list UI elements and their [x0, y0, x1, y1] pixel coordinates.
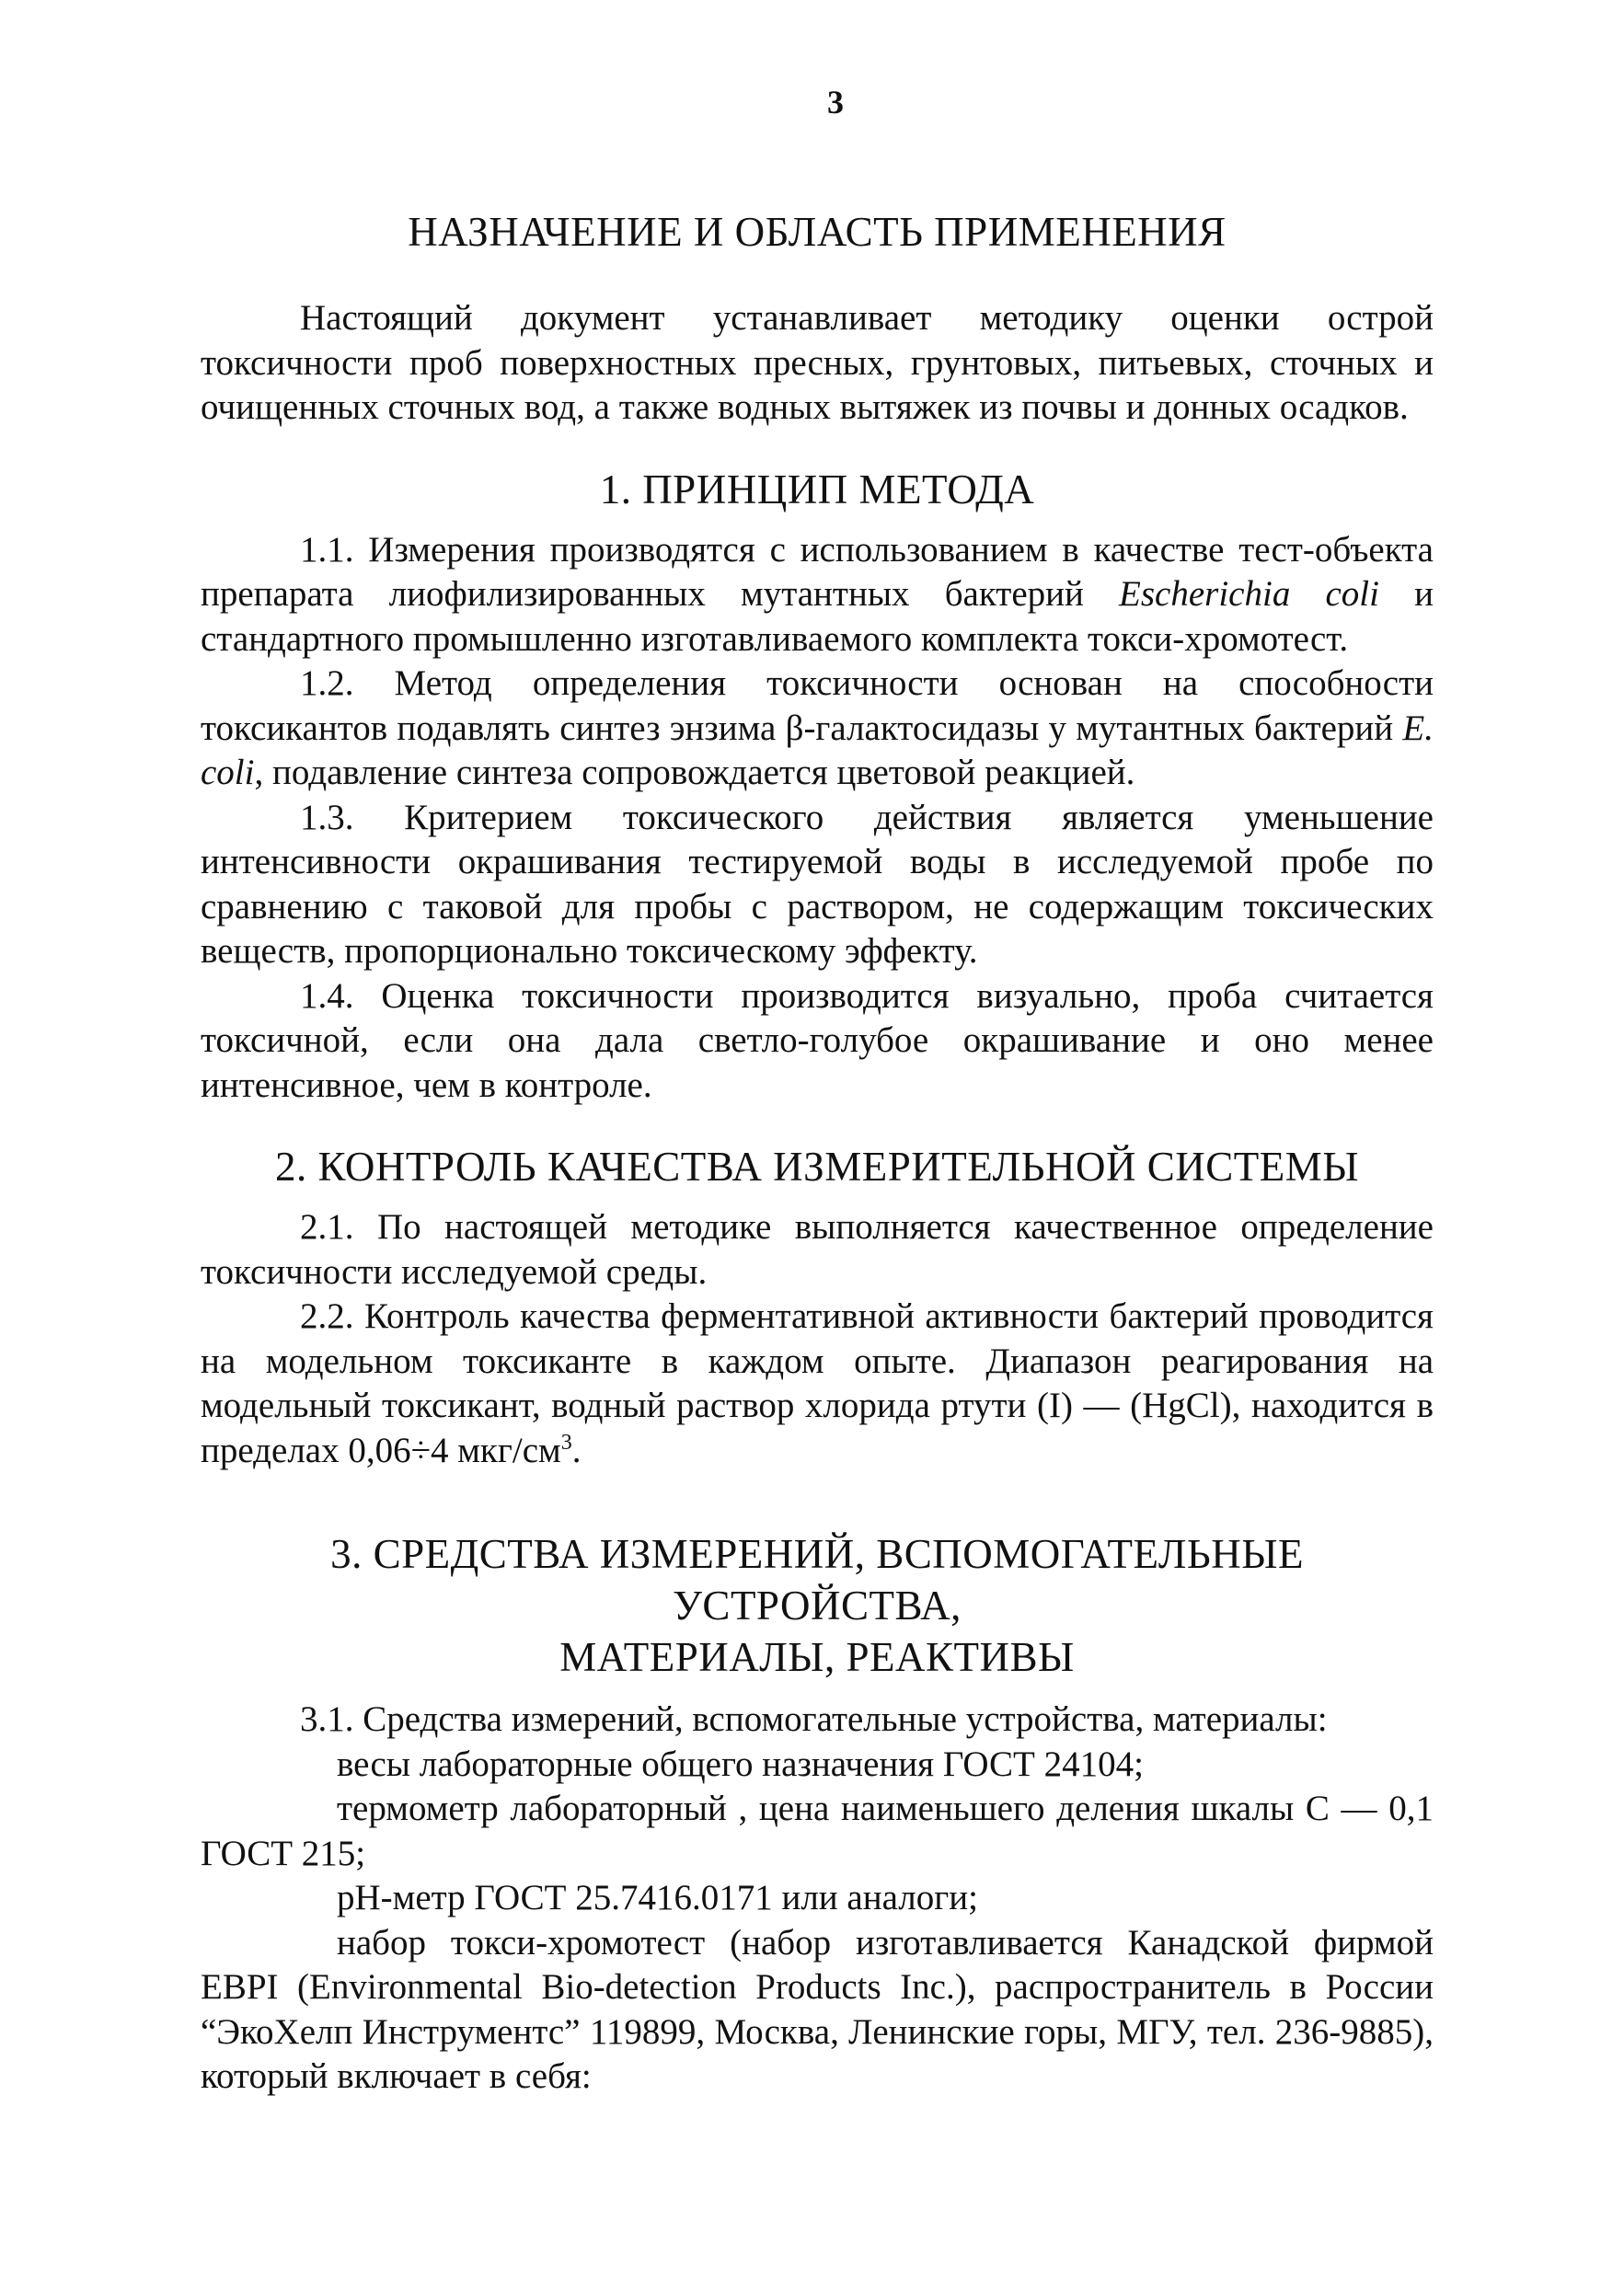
intro-paragraph: Настоящий документ устанавливает методику оценки острой токсичности проб поверхностных пресных, грунтовых, питьевых, сточных и очищенных сточных вод, а также водных вытяжек из почвы и донных осадков. — [201, 298, 1434, 427]
paragraph-1-1 — [201, 528, 1434, 662]
page-number: 3 — [827, 84, 844, 121]
paragraph-2-2 — [201, 1295, 1434, 1473]
paragraph-1-2 — [201, 662, 1434, 796]
list-item-scales: весы лабораторные общего назначения ГОСТ 24104; — [337, 1744, 1144, 1784]
list-item-thermometer: термометр лабораторный , цена наименьшего деления шкалы С — 0,1 ГОСТ 215; — [201, 1789, 1434, 1873]
cubic-superscript: 3 — [560, 1430, 572, 1455]
section-1-heading: 1. ПРИНЦИП МЕТОДА — [599, 466, 1035, 512]
paragraph-1-3: 1.3. Критерием токсического действия является уменьшение интенсивности окрашивания тестируемой воды в исследуемой пробе по сравнению с таковой для пробы с раствором, не содержащим токсических веществ, пропорционально токсическому эффекту. — [201, 797, 1434, 971]
paragraph-1-1-species: Escherichia coli — [1119, 574, 1379, 614]
paragraph-1-2-text-b: , подавление синтеза сопровождается цветовой реакцией. — [254, 753, 1135, 792]
paragraph-1-1-text-a: 1.1. Измерения производятся с использованием в качестве тест-объекта препарата лиофилизированных мутантных бактерий — [201, 529, 1434, 614]
paragraph-1-2-text-a: 1.2. Метод определения токсичности основан на способности токсикантов подавлять синтез энзима β-галактосидазы у мутантных бактерий — [201, 663, 1434, 748]
section-3-heading — [201, 1528, 1434, 1683]
paragraph-2-2-text-b: . — [571, 1430, 582, 1470]
paragraph-2-1: 2.1. По настоящей методике выполняется качественное определение токсичности исследуемой среды. — [201, 1207, 1434, 1292]
paragraph-1-4: 1.4. Оценка токсичности производится визуально, проба считается токсичной, если она дала светло-голубое окрашивание и оно менее интенсивное, чем в контроле. — [201, 975, 1434, 1105]
paragraph-1-1-text-b: и стандартного промышленно изготавливаемого комплекта токси-хромотест. — [201, 574, 1434, 659]
list-item-ph-meter: pH-метр ГОСТ 25.7416.0171 или аналоги; — [337, 1878, 978, 1917]
section-2-heading: 2. КОНТРОЛЬ КАЧЕСТВА ИЗМЕРИТЕЛЬНОЙ СИСТЕМЫ — [275, 1144, 1359, 1190]
paragraph-3-1: 3.1. Средства измерений, вспомогательные устройства, материалы: — [300, 1699, 1328, 1739]
paragraph-1-2-species: E. coli — [201, 708, 1434, 792]
intro-heading: НАЗНАЧЕНИЕ И ОБЛАСТЬ ПРИМЕНЕНИЯ — [408, 209, 1227, 255]
list-item-toxi-chromotest-kit: набор токси-хромотест (набор изготавливается Канадской фирмой EBPI (Environmental Bio-detection Products Inc.), распространитель в России “ЭкоХелп Инструментс” 119899, Москва, Ленинские горы, МГУ, тел. 236-9885), который включает в себя: — [201, 1922, 1434, 2096]
document-page — [201, 83, 1434, 2100]
section-3-heading-line-1: 3. СРЕДСТВА ИЗМЕРЕНИЙ, ВСПОМОГАТЕЛЬНЫЕ УСТРОЙСТВА, — [330, 1531, 1304, 1629]
paragraph-2-2-text-a: 2.2. Контроль качества ферментативной активности бактерий проводится на модельном токсиканте в каждом опыте. Диапазон реагирования на модельный токсикант, водный раствор хлорида ртути (I) — (HgCl), находится в пределах 0,06÷4 мкг/см — [201, 1296, 1434, 1470]
section-3-heading-line-2: МАТЕРИАЛЫ, РЕАКТИВЫ — [559, 1634, 1075, 1680]
